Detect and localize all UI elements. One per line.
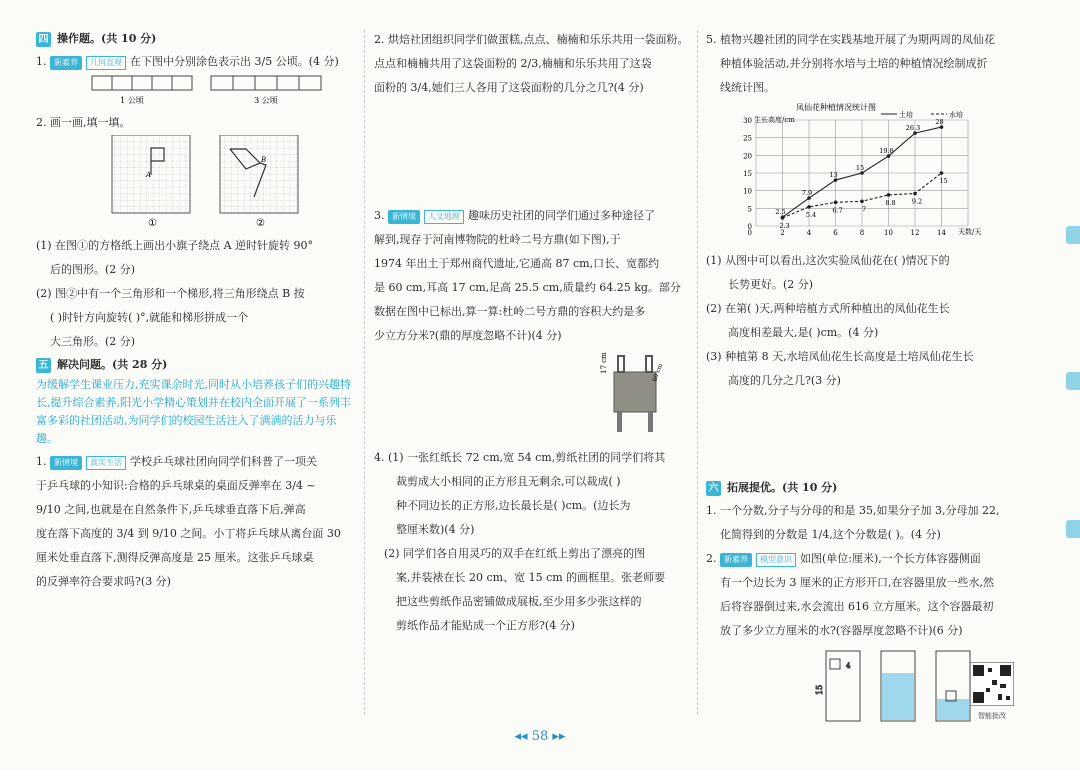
s4-q2-title: 2. 画一画,填一填。 [36,116,131,129]
y-tick-label: 20 [743,152,752,161]
series-point [860,199,864,203]
c2-q4-line5: (2) 同学们各自用灵巧的双手在红纸上剪出了漂亮的图 [384,547,646,560]
c2-q4-line6: 案,并装裱在长 20 cm、宽 15 cm 的画框里。张老师要 [396,571,666,584]
data-label: 2.3 [779,221,790,230]
section-4-header [36,28,358,50]
data-label: 28 [935,118,944,127]
y-tick-label: 25 [743,134,752,143]
y-tick-label: 15 [743,170,752,178]
x-tick-label: 12 [910,229,920,237]
x-tick-label: 6 [833,229,838,237]
series-point [887,193,891,197]
data-label: 9.2 [911,197,923,206]
y-tick-label: 5 [747,205,752,214]
s5-q1-line4: 度在落下高度的 3/4 到 9/10 之间。小丁将乒乓球从离台面 30 [36,527,341,540]
c3-e2-line4: 放了多少立方厘米的水?(容器厚度忽略不计)(6 分) [720,624,963,637]
q3-tag2: 人文地理 [424,210,464,224]
series-point [913,192,917,196]
c3-e2-line1: 2. 新素养 模型意识 如图(单位:厘米),一个长方体容器侧面 [706,552,981,565]
q3-tag: 新情境 [388,210,420,224]
growth-line-chart [706,100,1028,246]
s5-q1-line2: 于乒乓球的小知识:合格的乒乓球桌的桌面反弹率在 3/4 ~ [36,479,316,492]
section-6-header [706,477,1028,499]
s5-q1-line6: 的反弹率符合要求吗?(3 分) [36,575,171,588]
s5-q1-tag2: 真实生活 [86,456,126,470]
c2-q4-line2: 裁剪成大小相同的正方形且无剩余,可以裁成( ) [396,475,621,488]
data-label: 15 [939,177,948,185]
data-label: 5.4 [805,210,817,219]
c2-q4-line3: 种不同边长的正方形,边长最长是( )cm。(边长为 [396,499,631,512]
section-4-title: 操作题。(共 10 分) [57,32,157,45]
y-tick-label: 0 [747,223,752,231]
s4-q1: 1. 新素养 几何直观 在下图中分别涂色表示出 3/5 公顷。(4 分) [36,55,339,68]
c3-q5-sub1: (1) 从图中可以看出,这次实验凤仙花在( )情况下的 [706,254,950,267]
ding-width: 60 cm [651,362,665,383]
left-column [36,28,358,594]
c3-e1-line2: 化简得到的分数是 1/4,这个分数是( )。(4 分) [720,528,941,541]
x-tick-label: 0 [747,229,752,237]
data-label: 7.9 [801,189,813,198]
data-label: 7 [861,205,867,214]
hectare-bars [36,74,358,108]
chart-xlabel: 天数/天 [958,228,982,236]
qr-code[interactable] [970,662,1014,720]
side-tab-1[interactable] [1066,226,1080,244]
c3-q5-line1: 5. 植物兴趣社团的同学在实践基地开展了为期两周的凤仙花 [706,33,995,46]
c2-q3-line4: 是 60 cm,耳高 17 cm,足高 25.5 cm,质量约 64.25 kg。部分 [374,281,681,294]
legend-label: 土培 [899,111,913,119]
c2-q3-line5: 数据在图中已标出,算一算:杜岭二号方鼎的容积大约是多 [374,305,646,318]
e2-tag: 新素养 [720,553,752,567]
c3-q5-line3: 线统计图。 [720,81,775,94]
c2-q3-line1: 3. 新情境 人文地理 趣味历史社团的同学们通过多种途径了 [374,209,655,222]
c3-q5-sub3: (2) 在第( )天,两种培植方式所种植出的凤仙花生长 [706,302,950,315]
x-tick-label: 8 [859,229,865,237]
s5-q1-line1: 1. 新情境 真实生活 学校乒乓球社团向同学们科普了一项关 [36,455,317,468]
section-5-header [36,354,358,376]
box-side-label: 4 [846,662,851,670]
data-label: 6.7 [832,206,843,215]
page-number-value: 58 [531,729,549,744]
series-point [834,201,838,205]
section-5-intro: 为缓解学生课业压力,充实课余时光,同时从小培养孩子们的兴趣特长,提升综合素养,阳光小学精心策划并在校内全面开展了一系列丰富多彩的社团活动,为同学们的校园生活注入了满满的活力与乐趣。 [36,378,351,445]
bar2-label: 3 公顷 [254,96,278,105]
q1-tag: 新素养 [50,56,82,70]
svg-text:A: A [146,171,152,179]
c3-q5-line2: 种植体验活动,并分别将水培与土培的种植情况绘制成折 [720,57,988,70]
legend-label: 水培 [949,111,963,119]
middle-column [374,28,690,638]
q2-2-line2: ( )时针方向旋转( )°,就能和梯形拼成一个 [50,311,249,324]
q2-2-line1: (2) 图②中有一个三角形和一个梯形,将三角形绕点 B 按 [36,287,305,300]
c3-e2-line3: 后将容器倒过来,水会流出 616 立方厘米。这个容器最初 [720,600,994,613]
side-tab-2[interactable] [1066,372,1080,390]
x-tick-label: 10 [884,229,893,237]
c3-e2-line2: 有一个边长为 3 厘米的正方形开口,在容器里放一些水,然 [720,576,994,589]
c2-q4-line4: 整厘米数)(4 分) [396,523,475,536]
side-tab-3[interactable] [1066,520,1080,538]
ding-ear-height: 17 cm [600,352,608,374]
qr-label: 智能批改 [978,712,1006,720]
grid-figures [36,135,358,231]
section-6-number: 六 [706,481,721,496]
c3-q5-sub4: 高度相差最大,是( )cm。(4 分) [728,326,879,339]
section-5-title: 解决问题。(共 28 分) [57,358,168,371]
x-tick-label: 4 [806,229,812,237]
x-tick-label: 14 [937,229,946,237]
right-column [706,28,1028,726]
c2-q4-line7: 把这些剪纸作品密铺做成展板,至少用多少张这样的 [396,595,642,608]
c3-q5-sub6: 高度的几分之几?(3 分) [728,374,841,387]
chart-title: 凤仙花种植情况统计图 [796,103,876,112]
q1-tag2: 几何直观 [86,56,126,70]
c3-q5-sub5: (3) 种植第 8 天,水培凤仙花生长高度是土培凤仙花生长 [706,350,974,363]
y-tick-label: 30 [743,117,752,125]
c2-q2-line3: 面粉的 3/4,她们三人各用了这袋面粉的几分之几?(4 分) [374,81,644,94]
q2-1-line1: (1) 在图①的方格纸上画出小旗子绕点 A 逆时针旋转 90° [36,239,314,252]
fig2-label: ② [256,218,265,229]
data-label: 13 [829,171,838,180]
s5-q1-line5: 厘米处垂直落下,测得反弹高度是 25 厘米。这张乒乓球桌 [36,551,314,564]
c2-q3-line6: 少立方分米?(鼎的厚度忽略不计)(4 分) [374,329,562,342]
e2-tag2: 模型意识 [756,553,796,567]
c3-e1-line1: 1. 一个分数,分子与分母的和是 35,如果分子加 3,分母加 22, [706,504,1000,517]
series-point [781,216,785,220]
chart-ylabel: 生长高度/cm [754,116,795,124]
svg-text:B: B [261,156,267,164]
s5-q1-line3: 9/10 之间,也就是在自然条件下,乒乓球垂直落下后,弹高 [36,503,306,516]
c2-q2-line1: 2. 烘焙社团组织同学们做蛋糕,点点、楠楠和乐乐共用一袋面粉。 [374,33,689,46]
page-number: ◂◂ 58 ▸▸ [514,729,566,744]
c2-q2-line2: 点点和楠楠共用了这袋面粉的 2/3,楠楠和乐乐共用了这袋 [374,57,652,70]
data-label: 8.8 [885,198,896,207]
section-5-number: 五 [36,358,51,373]
q2-2-line3: 大三角形。(2 分) [50,335,136,348]
bar1-label: 1 公顷 [120,96,144,105]
c2-q4-line1: 4. (1) 一张红纸长 72 cm,宽 54 cm,剪纸社团的同学们将其 [374,451,666,464]
data-label: 15 [855,164,865,172]
x-tick-label: 2 [780,229,785,237]
data-label: 2.5 [775,208,786,217]
section-6-title: 拓展提优。(共 10 分) [727,481,838,494]
fig1-label: ① [148,218,157,229]
series-point [807,205,811,209]
c2-q4-line8: 剪纸作品才能贴成一个正方形?(4 分) [396,619,575,632]
y-tick-label: 10 [743,187,752,196]
ding-figure [374,348,690,438]
section-4-number: 四 [36,32,51,47]
s5-q1-tag: 新情境 [50,456,82,470]
q2-1-line2: 后的图形。(2 分) [50,263,136,276]
series-point [940,171,944,175]
c3-q5-sub2: 长势更好。(2 分) [728,278,814,291]
box-height-label: 15 [815,684,824,695]
c2-q3-line3: 1974 年出土于郑州商代遗址,它通高 87 cm,口长、宽都约 [374,257,660,270]
data-label: 26.3 [905,124,921,133]
data-label: 19.8 [879,147,894,156]
c2-q3-line2: 解到,现存于河南博物院的杜岭二号方鼎(如下图),于 [374,233,621,246]
